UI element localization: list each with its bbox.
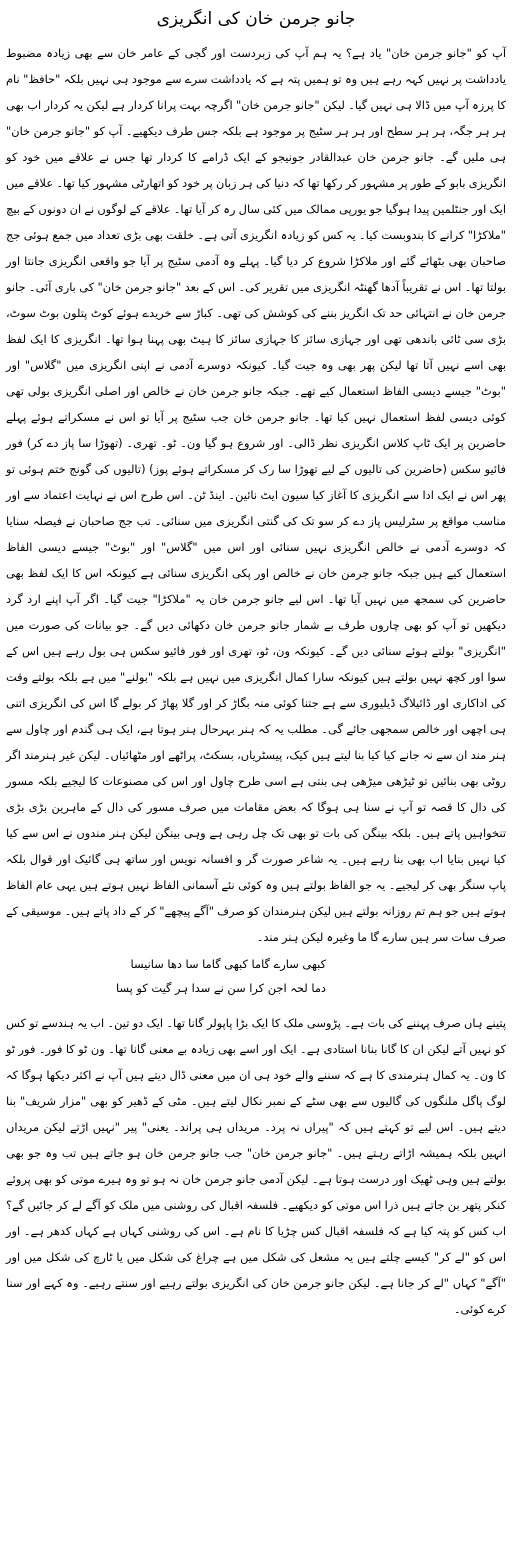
verse-line: کبھی سارے گاما کبھی گاما سا دھا سانیسا bbox=[130, 957, 326, 971]
article-body bbox=[6, 40, 506, 1322]
article-paragraph: پتینے ہاں صرف پہننے کی بات ہے۔ پڑوسی ملک کا ایک بڑا پاپولر گانا تھا۔ ایک دو تین۔ اب یہ ہندسے تو کس کو نہیں آتے لیکن ان کا گانا بنانا استادی ہے۔ ایک اور اسے بھی زیادہ بے معنی گانا تھا۔ ون ٹو کا فور۔ فور ٹو کا ون۔ یہ کمال ہنرمندی کا ہے کہ سننے والے خود ہی ان میں معنی ڈال دیتے ہیں آپ نے اکثر دیکھا ہوگا کہ لوگ پاگل ملنگوں کی گالیوں سے بھی سٹے کے نمبر نکال لیتے ہیں۔ مٹی کے ڈھیر کو بھی "مزار شریف" بنا دیتے ہیں۔ اس لیے تو کہتے ہیں کہ "پیراں نہ پرد۔ مریداں ہی پراند۔ یعنی" پیر "نہیں اڑتے لیکن مریداں انہیں بلکہ ہمیشہ اڑاتے رہتے ہیں۔ "جانو جرمن خان" جب جانو جرمن خان ہو جاتے ہیں تب وہ جو بھی بولتے ہیں وہی ٹھیک اور درست ہوتا ہے۔ لیکن آدمی جانو جرمن خان نہ ہو تو وہ ہیرے موتی کو بھی پروئے کنکر پتھر بن جاتے ہیں ذرا اس موتی کو دیکھیے۔ فلسفہ اقبال کی روشنی میں ملک کو آگے لے کر جائیں گے؟ اب کس کو پتہ کیا ہے کہ فلسفہ اقبال کس چڑیا کا نام ہے۔ اس کی روشنی کہاں ہے کہاں کدھر ہے۔ اور اس کو "لے کر" کیسے چلتے ہیں یہ مشعل کی شکل میں ہے چراغ کی شکل میں یا ٹارچ کی شکل میں اور "آگے" کہاں "لے کر جانا ہے۔ لیکن جانو جرمن خان کی انگریزی بولتے رہیے اور سنتے رہیے۔ وہ کہے اور سنا کرے کوئی۔ bbox=[6, 1016, 506, 1316]
verse-block bbox=[6, 952, 506, 1000]
article-paragraph: آپ کو "جانو جرمن خان" یاد ہے؟ یہ ہم آپ کی زبردست اور گجی کے عامر خان سے بھی زیادہ مضبوط یادداشت پر نہیں کہہ رہے ہیں وہ تو ہمیں پتہ ہے کہ یادداشت سرے سے موجود ہی نہیں بلکہ "حافظ" نام کا پرزہ آپ میں ڈالا ہی نہیں گیا۔ لیکن "جانو جرمن خان" اگرچہ بہت پرانا کردار ہے لیکن یہ کردار اب بھی ہر ہر جگہ، ہر ہر سطح اور ہر ہر سٹیج پر موجود ہے بلکہ جس طرف دیکھیے۔ آپ کو "جانو جرمن خان" ہی ملیں گے۔ جانو جرمن خان عبدالقادر جونیجو کے ایک ڈرامے کا کردار تھا جس نے علاقے میں خود کو انگریزی بابو کے طور پر مشہور کر رکھا تھا کہ دنیا کی ہر زبان پر خود کو اتھارٹی مشہور کیا تھا۔ علاقے میں ایک اور جنٹلمین پیدا ہوگیا جو یورپی ممالک میں کئی سال رہ کر آیا تھا۔ علاقے کے لوگوں نے ان دونوں کے بیچ "ملاکڑا" کرانے کا بندوبست کیا۔ یہ کس کو زیادہ انگریزی آتی ہے۔ خلقت بھی بڑی تعداد میں جمع ہوئی جج صاحبان بھی بٹھائے گئے اور ملاکڑا شروع کر دیا گیا۔ پہلے وہ آدمی سٹیج پر آیا جو واقعی انگریزی جانتا اور بولتا تھا۔ اس نے تقریباً آدھا گھنٹہ انگریزی میں تقریر کی۔ اس کے بعد "جانو جرمن خان" کی باری آئی۔ جانو جرمن خان نے انتہائی حد تک انگریز بننے کی کوشش کی تھی۔ کباڑ سے خریدے ہوئے کوٹ پتلون بوٹ سوٹ، بڑی سی ٹائی باندھی تھی اور جہازی سائز کا جہازی سائز کا ہیٹ بھی پہنا ہوا تھا۔ انگریزی کا ایک لفظ بھی اسے نہیں آتا تھا لیکن پھر بھی وہ جیت گیا۔ کیونکہ دوسرے آدمی نے اپنی انگریزی میں "گلاس" اور "بوٹ" جیسے دیسی الفاظ استعمال کیے تھے۔ جبکہ جانو جرمن خان نے خالص اور اصلی انگریزی بولی تھی کوئی دیسی لفظ استعمال نہیں کیا تھا۔ جانو جرمن خان جب سٹیج پر آیا تو اس نے مسکراتے ہوئے پہلے حاضرین پر ایک ٹاپ کلاس انگریزی نظر ڈالی۔ اور شروع ہو گیا ون۔ ٹو۔ تھری۔ (تھوڑا سا پاز دے کر) فور فائیو سکس (حاضرین کی تالیوں کے لیے تھوڑا سا رک کر مسکراتے ہوئے پوز) (تالیوں کی گونج ختم ہوئی تو پھر اس نے ایک ادا سے انگریزی کا آغاز کیا سیون ایٹ نائین۔ اینڈ ٹن۔ اس طرح اس نے نہایت اعتماد سے اور مناسب مواقع پر سٹرلیس پاز دے کر سو تک کی گنتی انگریزی میں سنائی۔ تب جج صاحبان نے فیصلہ سنایا کہ دوسرے آدمی نے خالص انگریزی نہیں سنائی اور اس میں "گلاس" اور "بوٹ" جیسے دیسی الفاظ استعمال کیے ہیں جبکہ جانو جرمن خان نے خالص اور پکی انگریزی سنائی ہے کیونکہ اس کا ایک لفظ بھی حاضرین کی سمجھ میں نہیں آیا تھا۔ اس لیے جانو جرمن خان یہ "ملاکڑا" جیت گیا۔ اگر آپ اپنے ارد گرد دیکھیں تو آپ کو بھی چاروں طرف بے شمار جانو جرمن خان دکھائی دیں گے۔ جو بیانات کی صورت میں "انگریزی" بولتے ہوئے سنائی دیں گے۔ کیونکہ ون، ٹو، تھری اور فور فائیو سکس ہی بول رہے ہیں اس کے سوا اور کچھ نہیں بولتے ہیں کیونکہ سارا کمال انگریزی میں نہیں ہے بلکہ "بولنے" میں ہے بلکہ بولتے وقت کی اداکاری اور ڈائیلاگ ڈیلیوری سے ہے جتنا کوئی منہ بگاڑ کر اور گلا پھاڑ کر بولے گا اس کی انگریزی اتنی ہی اچھی اور خالص سمجھی جائے گی۔ مطلب یہ کہ ہنر بہرحال ہنر ہوتا ہے، ایک ہی گندم اور چاول سے ہنر مند ان سے نہ جانے کیا کیا بنا لیتے ہیں کیک، پیسٹریاں، بسکٹ، پراٹھے اور مٹھائیاں۔ لیکن غیر ہنرمند اگر روٹی بھی بنائیں تو ٹیڑھی میڑھی ہی بنتی ہے اسی طرح چاول اور اس کی مصنوعات کا لیجیے بلکہ مسور کی دال کا قصہ تو آپ نے سنا ہی ہوگا کہ بعض مقامات میں صرف مسور کی دال کے ماہرین بڑی بڑی تنخواہیں پاتے ہیں۔ بلکہ بینگن کی بات تو بھی تک چل رہی ہے وہی بینگن لیکن ہنر مندوں نے اس سے کیا کیا نہیں بنایا اب بھی بنا رہے ہیں۔ یہ شاعر صورت گر و افسانہ نویس اور ساتھ ہی گائیک اور قوال بلکہ پاپ سنگر بھی کر لیجیے۔ یہ جو الفاظ بولتے ہیں وہ کوئی نئے آسمانی الفاظ نہیں ہوتے ہیں یہی عام الفاظ ہوتے ہیں جو ہم تم روزانہ بولتے ہیں لیکن ہنرمندان کو صرف "آگے پیچھے" کر کے داد پاتے ہیں۔ موسیقی کے صرف سات سر ہیں سارے گا ما وغیرہ لیکن ہنر مند۔ bbox=[6, 46, 506, 944]
verse-line: دما لحہ اجن کرا سن نے سدا ہر گیت کو پسا bbox=[116, 981, 326, 995]
headline: جانو جرمن خان کی انگریزی bbox=[156, 9, 356, 29]
